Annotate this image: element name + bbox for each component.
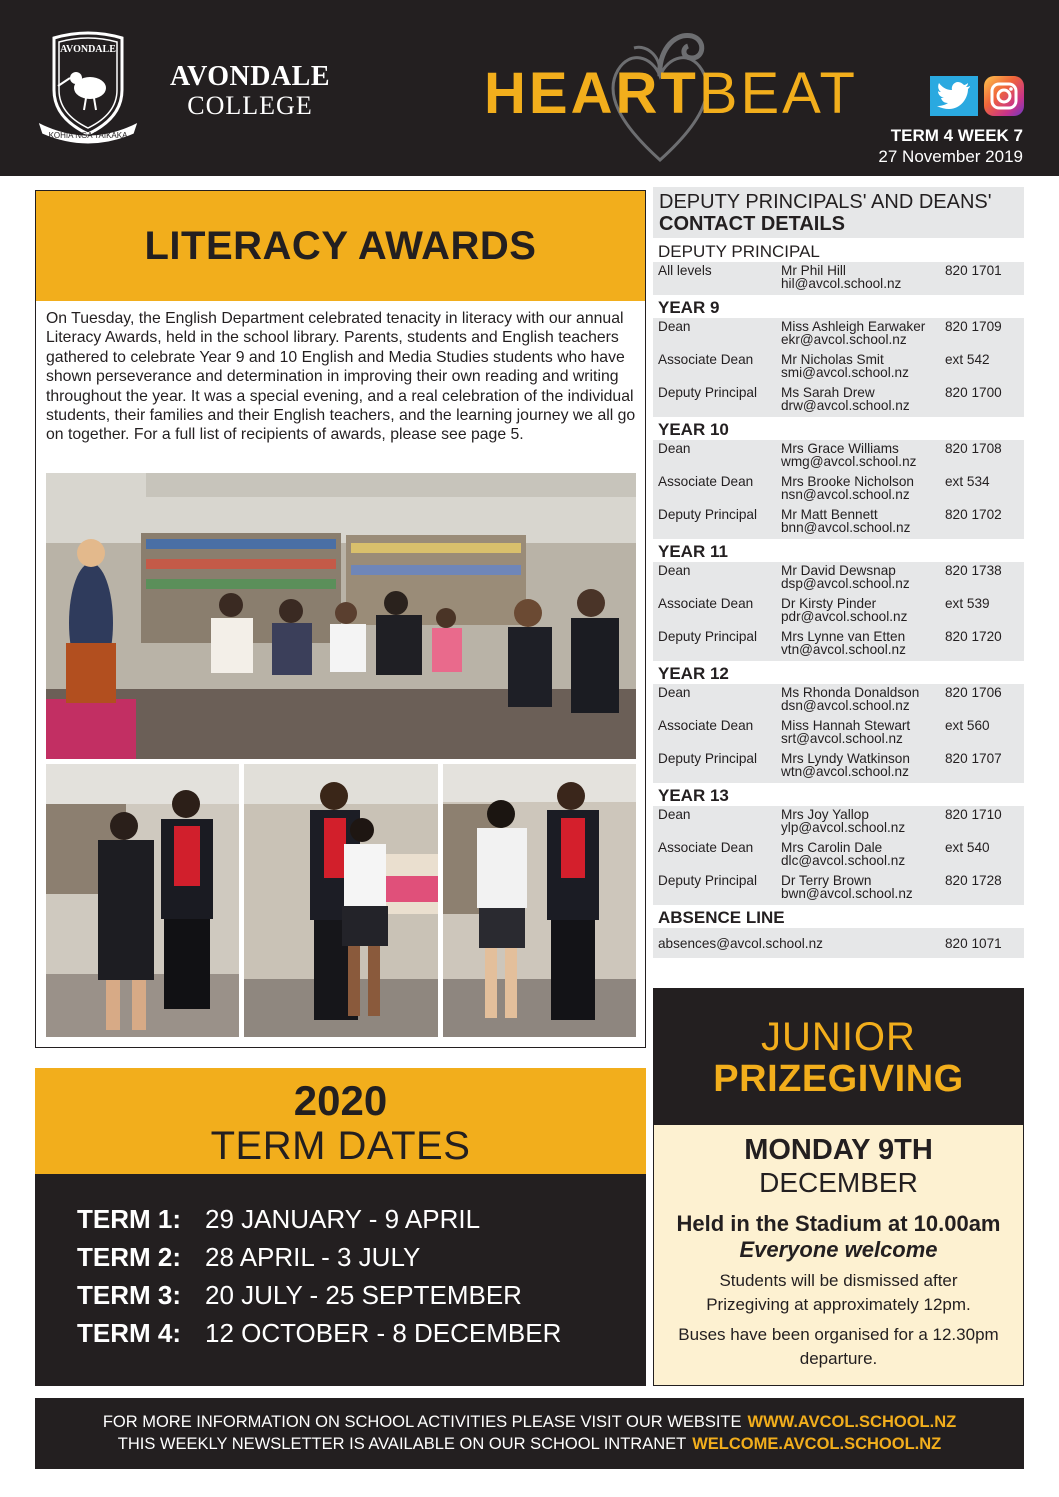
term-row [35,1238,646,1276]
contact-email[interactable]: ekr@avcol.school.nz [781,331,907,347]
literacy-awards-title: LITERACY AWARDS [144,223,537,268]
term-range: 20 JULY - 25 SEPTEMBER [205,1279,522,1310]
college-name-line2: COLLEGE [187,91,313,120]
contact-name: Mrs Joy Yallop [781,807,869,822]
absence-line-row [653,928,1024,958]
contact-person [781,387,945,417]
term-range: 12 OCTOBER - 8 DECEMBER [205,1317,562,1348]
instagram-icon[interactable] [984,76,1024,116]
contact-role: All levels [658,263,712,278]
contact-email[interactable]: bnn@avcol.school.nz [781,519,911,535]
contact-role: Dean [658,319,691,334]
year-10-rows [653,440,1024,539]
term-row [35,1314,646,1352]
contact-role: Dean [658,563,691,578]
contact-phone: ext 560 [945,718,990,733]
issue-date: 27 November 2019 [878,147,1023,166]
term-row [35,1200,646,1238]
contact-phone: 820 1706 [945,685,1002,700]
term-name: TERM 1: [77,1203,181,1234]
footer-line-website [35,1411,1024,1433]
contact-name: Mrs Brooke Nicholson [781,474,914,489]
year-12-rows [653,684,1024,783]
year-11-rows [653,562,1024,661]
contact-person [781,809,945,839]
contact-phone: 820 1710 [945,807,1002,822]
footer-line-intranet [35,1433,1024,1455]
prizegiving-title-line2: PRIZEGIVING [713,1058,964,1100]
library-ceremony-photo [46,473,636,759]
contact-name: Mr Matt Bennett [781,507,878,522]
contact-name: Miss Hannah Stewart [781,718,911,733]
contact-role: Deputy Principal [658,385,757,400]
term-range: 28 APRIL - 3 JULY [205,1241,421,1272]
term-name: TERM 2: [77,1241,181,1272]
footer-website-text: FOR MORE INFORMATION ON SCHOOL ACTIVITIES PLEASE VISIT OUR WEBSITE [102,1413,742,1431]
contact-phone: 820 1701 [945,263,1002,278]
contact-role: Associate Dean [658,840,754,855]
contact-row [653,318,1024,351]
contact-title-line1: DEPUTY PRINCIPALS' AND DEANS' [659,191,992,213]
prizegiving-venue-time: Held in the Stadium at 10.00am [676,1211,1001,1236]
contact-name: Mr Nicholas Smit [781,352,884,367]
deputy-principal-heading: DEPUTY PRINCIPAL [653,238,1024,262]
absence-email[interactable]: absences@avcol.school.nz [658,935,823,951]
footer-intranet-link[interactable]: WELCOME.AVCOL.SCHOOL.NZ [692,1435,942,1453]
social-links [930,76,1024,116]
contact-email[interactable]: wtn@avcol.school.nz [781,763,909,779]
contact-email[interactable]: vtn@avcol.school.nz [781,641,906,657]
contact-name: Mrs Lynne van Etten [781,629,906,644]
contact-role: Associate Dean [658,352,754,367]
contact-person [781,443,945,473]
contact-person [781,565,945,595]
contact-email[interactable]: nsn@avcol.school.nz [781,486,910,502]
contact-email[interactable]: pdr@avcol.school.nz [781,608,908,624]
prizegiving-month: DECEMBER [759,1167,918,1198]
contact-row [653,684,1024,717]
term-name: TERM 4: [77,1317,181,1348]
contact-role: Associate Dean [658,474,754,489]
prizegiving-title-line1: JUNIOR [761,1015,916,1059]
contact-person [781,842,945,872]
contact-email[interactable]: hil@avcol.school.nz [781,275,902,291]
contact-phone: 820 1720 [945,629,1002,644]
term-dates-label: TERM DATES [210,1124,471,1168]
contact-role: Associate Dean [658,596,754,611]
contact-row [653,506,1024,539]
contact-role: Dean [658,807,691,822]
prizegiving-bus-note: Buses have been organised for a 12.30pm departure. [678,1325,999,1368]
twitter-icon[interactable] [930,76,978,116]
contact-email[interactable]: wmg@avcol.school.nz [781,453,917,469]
college-name [152,62,348,120]
issue-term-week: TERM 4 WEEK 7 [890,126,1023,145]
contact-phone: ext 534 [945,474,990,489]
contact-person [781,875,945,905]
term-row [35,1276,646,1314]
contact-person [781,720,945,750]
contact-role: Deputy Principal [658,751,757,766]
contact-email[interactable]: drw@avcol.school.nz [781,397,910,413]
absence-phone: 820 1071 [945,935,1002,951]
contact-name: Ms Rhonda Donaldson [781,685,920,700]
year-13-rows [653,806,1024,905]
contact-role: Deputy Principal [658,507,757,522]
contact-phone: 820 1709 [945,319,1002,334]
contact-role: Deputy Principal [658,629,757,644]
contact-row [653,473,1024,506]
contact-email[interactable]: dsn@avcol.school.nz [781,697,910,713]
award-photo-1 [46,764,239,1037]
masthead [0,0,1059,176]
contact-name: Mrs Lyndy Watkinson [781,751,910,766]
contact-row [653,806,1024,839]
year-heading-10: YEAR 10 [653,417,1024,440]
college-name-line1: AVONDALE [169,61,331,92]
contact-details-title [653,187,1024,238]
footer-website-link[interactable]: WWW.AVCOL.SCHOOL.NZ [747,1413,957,1431]
contact-person [781,598,945,628]
award-photo-2 [244,764,438,1037]
prizegiving-details [653,1125,1024,1386]
contact-name: Dr Kirsty Pinder [781,596,877,611]
contact-person [781,509,945,539]
college-crest-logo [32,30,144,148]
contact-email[interactable]: bwn@avcol.school.nz [781,885,913,901]
term-dates-section [35,1068,646,1386]
term-dates-year: 2020 [293,1077,388,1124]
contact-name: Mrs Carolin Dale [781,840,883,855]
contact-role: Deputy Principal [658,873,757,888]
prizegiving-welcome: Everyone welcome [739,1237,938,1262]
contact-name: Mr Phil Hill [781,263,846,278]
contact-phone: 820 1707 [945,751,1002,766]
contact-row [653,262,1024,295]
contact-phone: 820 1708 [945,441,1002,456]
award-photo-3 [443,764,636,1037]
prizegiving-day: MONDAY 9TH [744,1134,933,1166]
contact-name: Miss Ashleigh Earwaker [781,319,926,334]
literacy-awards-body: On Tuesday, the English Department celebrated tenacity in literacy with our annual Literacy Awards, held in the school library. Parents, students and English teachers gathered to celebrate Year 9 and 10 English and Media Studies students who have shown perseverance and determination in improving their own reading and writing throughout the year. It was a special evening, and a real celebration of the individual students, their families and their English teachers, and the learning journey we all go on together. For a full list of recipients of awards, please see page 5. [46,310,636,444]
contact-row [653,440,1024,473]
contact-email[interactable]: dlc@avcol.school.nz [781,852,906,868]
contact-phone: ext 540 [945,840,990,855]
term-dates-list [35,1174,646,1386]
contact-row [653,351,1024,384]
contact-person [781,354,945,384]
year-heading-11: YEAR 11 [653,539,1024,562]
contact-row [653,750,1024,783]
crest-top-text: AVONDALE [60,44,116,55]
contact-name: Dr Terry Brown [781,873,872,888]
prizegiving-dismissal-note: Students will be dismissed after Prizegiving at approximately 12pm. [706,1271,971,1314]
term-dates-header [35,1068,646,1174]
contact-role: Dean [658,685,691,700]
prizegiving-header [653,988,1024,1125]
footer-intranet-text: THIS WEEKLY NEWSLETTER IS AVAILABLE ON OUR SCHOOL INTRANET [117,1435,687,1453]
footer-banner [35,1398,1024,1469]
contact-email[interactable]: srt@avcol.school.nz [781,730,903,746]
contact-name: Mr David Dewsnap [781,563,896,578]
year-heading-12: YEAR 12 [653,661,1024,684]
contact-role: Associate Dean [658,718,754,733]
contact-person [781,753,945,783]
contact-row [653,872,1024,905]
contact-email[interactable]: dsp@avcol.school.nz [781,575,910,591]
contact-row [653,717,1024,750]
absence-line-heading: ABSENCE LINE [653,905,1024,928]
junior-prizegiving-section [653,988,1024,1386]
term-name: TERM 3: [77,1279,181,1310]
contact-phone: 820 1702 [945,507,1002,522]
contact-email[interactable]: ylp@avcol.school.nz [781,819,906,835]
contact-name: Ms Sarah Drew [781,385,875,400]
literacy-awards-section [35,190,646,1048]
literacy-awards-banner [36,191,645,301]
newsletter-title-beat: BEAT [698,61,858,126]
contact-details-panel [653,187,1024,958]
contact-phone: 820 1728 [945,873,1002,888]
contact-person [781,631,945,661]
newsletter-title [484,61,858,126]
contact-phone: 820 1700 [945,385,1002,400]
contact-email[interactable]: smi@avcol.school.nz [781,364,909,380]
term-range: 29 JANUARY - 9 APRIL [205,1203,481,1234]
deputy-principal-rows [653,262,1024,295]
contact-row [653,384,1024,417]
crest-motto: KOHIA NGA TAIKAKA [48,131,128,140]
contact-phone: ext 542 [945,352,990,367]
contact-phone: ext 539 [945,596,990,611]
contact-title-line2: CONTACT DETAILS [659,213,845,235]
contact-role: Dean [658,441,691,456]
contact-row [653,628,1024,661]
contact-name: Mrs Grace Williams [781,441,899,456]
year-heading-9: YEAR 9 [653,295,1024,318]
contact-person [781,687,945,717]
newsletter-title-heart: HEART [484,61,699,126]
contact-row [653,562,1024,595]
year-9-rows [653,318,1024,417]
contact-person [781,265,945,295]
contact-phone: 820 1738 [945,563,1002,578]
contact-row [653,839,1024,872]
contact-person [781,321,945,351]
contact-person [781,476,945,506]
contact-row [653,595,1024,628]
year-heading-13: YEAR 13 [653,783,1024,806]
